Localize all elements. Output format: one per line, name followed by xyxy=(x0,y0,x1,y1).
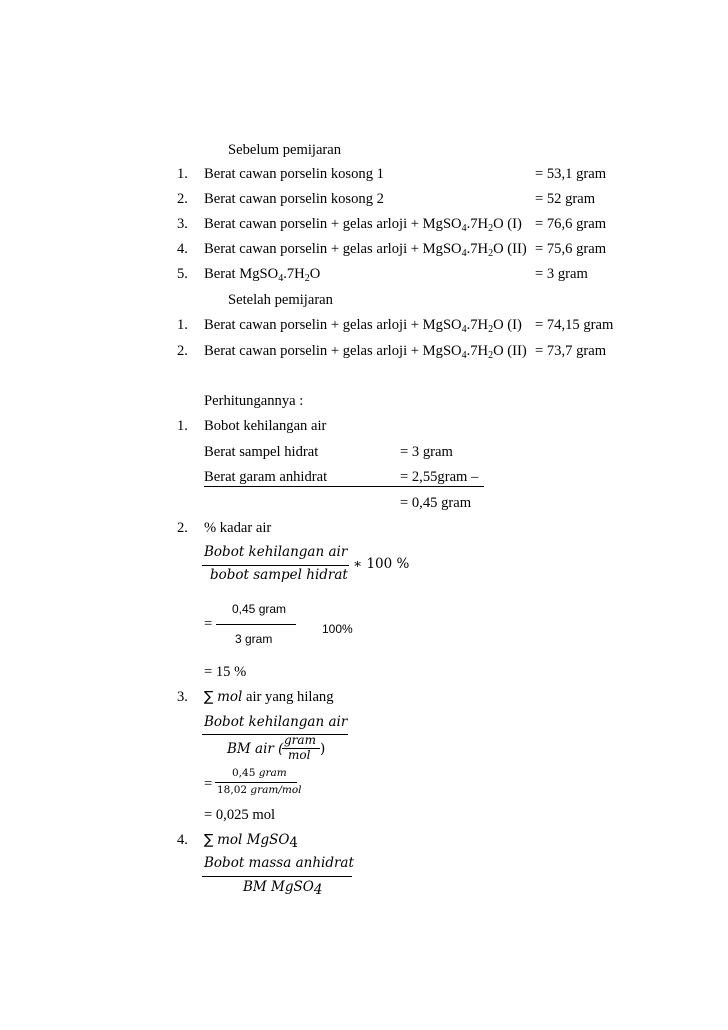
item-value: = 76,6 gram xyxy=(535,216,607,232)
fraction-bar xyxy=(202,734,348,735)
item-text: Berat cawan porselin + gelas arloji + $MgSO_4.7H_2O$ (II) xyxy=(204,241,527,259)
item-text: Berat cawan porselin + gelas arloji + $MgSO_4.7H_2O$ (II) xyxy=(204,343,527,361)
item-number: 3. xyxy=(177,689,188,705)
item-value: = 74,15 gram xyxy=(535,317,614,333)
item-value: = 52 gram xyxy=(535,191,596,207)
setelah-heading: Setelah pemijaran xyxy=(228,292,333,308)
calc-numerator: 0,45 gram xyxy=(232,767,287,779)
item-text: % kadar air xyxy=(204,520,272,536)
subtraction-rule xyxy=(204,486,484,487)
perhitungan-heading: Perhitungannya : xyxy=(204,393,304,409)
item-number: 3. xyxy=(177,216,188,232)
fraction-numerator: Bobot kehilangan air xyxy=(204,544,348,560)
multiplier: ∗ 100 % xyxy=(353,556,410,572)
row-value: = 2,55gram – xyxy=(400,469,479,485)
calc-denominator: 18,02 gram/mol xyxy=(217,784,302,796)
item-number: 1. xyxy=(177,317,188,333)
item-text: Berat cawan porselin kosong 2 xyxy=(204,191,384,207)
item-text: ∑ mol air yang hilang xyxy=(204,689,334,705)
step-3-result: = 0,025 mol xyxy=(204,807,276,823)
fraction-numerator: Bobot kehilangan air xyxy=(204,714,348,730)
inner-numerator: gram xyxy=(284,733,316,747)
item-number: 2. xyxy=(177,343,188,359)
row-label: Berat sampel hidrat xyxy=(204,444,319,460)
item-number: 4. xyxy=(177,241,188,257)
item-value: = 53,1 gram xyxy=(535,166,607,182)
item-number: 1. xyxy=(177,418,188,434)
fraction-numerator: Bobot massa anhidrat xyxy=(204,855,354,871)
item-text: ∑ mol MgSO$_4$ xyxy=(204,832,299,851)
item-number: 2. xyxy=(177,191,188,207)
fraction-bar xyxy=(202,876,352,877)
calc-equals: = xyxy=(204,616,213,632)
item-value: = 3 gram xyxy=(535,266,588,282)
step-1-result: = 0,45 gram xyxy=(400,495,472,511)
item-number: 1. xyxy=(177,166,188,182)
item-value: = 73,7 gram xyxy=(535,343,607,359)
sebelum-heading: Sebelum pemijaran xyxy=(228,142,342,158)
item-number: 2. xyxy=(177,520,188,536)
fraction-denominator: BM MgSO$_4$ xyxy=(243,879,323,898)
fraction-bar xyxy=(202,565,349,566)
calc-denominator: 3 gram xyxy=(235,632,273,646)
fraction-denominator: bobot sampel hidrat xyxy=(210,567,348,583)
item-text: Bobot kehilangan air xyxy=(204,418,327,434)
fraction-denominator: BM air ( xyxy=(227,741,284,757)
item-text: Berat cawan porselin + gelas arloji + $MgSO_4.7H_2O$ (I) xyxy=(204,216,522,234)
item-number: 5. xyxy=(177,266,188,282)
sigma-symbol: ∑ xyxy=(204,832,214,848)
item-number: 4. xyxy=(177,832,188,848)
row-label: Berat garam anhidrat xyxy=(204,469,328,485)
item-text: Berat cawan porselin + gelas arloji + $MgSO_4.7H_2O$ (I) xyxy=(204,317,522,335)
calc-numerator: 0,45 gram xyxy=(232,602,287,616)
item-text: Berat cawan porselin kosong 1 xyxy=(204,166,384,182)
closing-paren: ) xyxy=(320,741,326,757)
calc-equals: = xyxy=(204,776,213,792)
item-value: = 75,6 gram xyxy=(535,241,607,257)
row-value: = 3 gram xyxy=(400,444,453,460)
calc-fraction-bar xyxy=(215,782,297,783)
calc-percent: 100% xyxy=(322,622,353,636)
step-2-result: = 15 % xyxy=(204,664,247,680)
sigma-symbol: ∑ xyxy=(204,689,214,705)
calc-fraction-bar xyxy=(216,624,296,625)
item-text: Berat $MgSO_4.7H_2O$ xyxy=(204,266,321,284)
inner-denominator: mol xyxy=(288,748,311,762)
